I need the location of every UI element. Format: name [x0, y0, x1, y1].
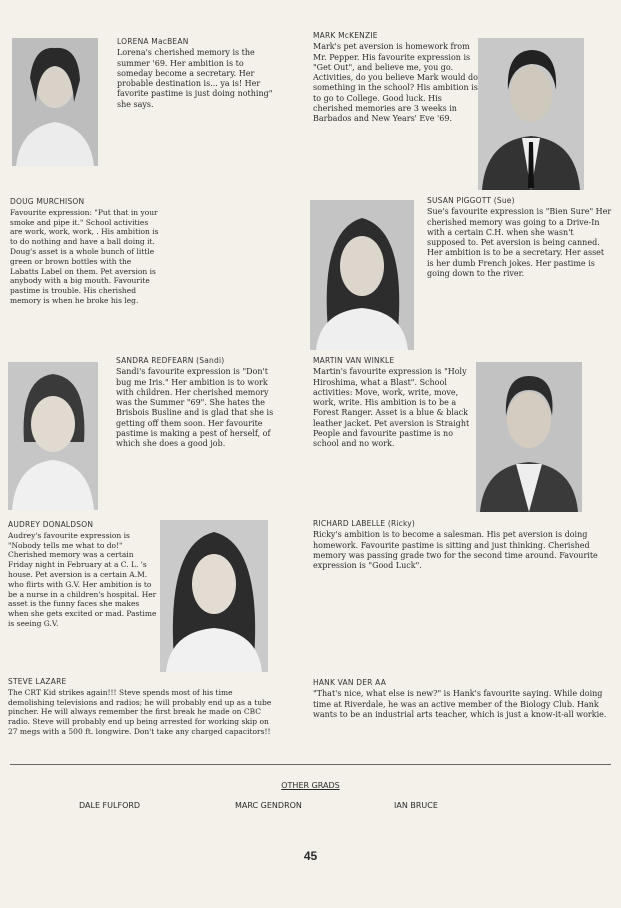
other-grad-name: MARC GENDRON: [235, 801, 302, 810]
student-bio: Favourite expression: "Put that in your smoke and pipe it." School activities are work, work, work, . His ambition is to do nothing and have a ball doing it. Doug's asset is a whole bunch of little green or brown bottles with the Labatts Label on them. Pet aversion is anybody with a big mouth. Favourite pastime is trouble. His cherished memory is when he broke his leg.: [10, 207, 159, 305]
student-name: MARK McKENZIE: [313, 31, 378, 40]
bio-susan-piggott: [427, 196, 613, 279]
student-bio: Sue's favourite expression is "Bien Sure" Her cherished memory was going to a Drive-In with a certain C.H. when she wasn't supposed to. Pet aversion is being canned. Her ambition is to be a secretary. Her asset is her dumb French jokes. Her pastime is going down to the river.: [427, 207, 612, 279]
student-name: SANDRA REDFEARN (Sandi): [116, 356, 225, 365]
student-name: SUSAN PIGGOTT (Sue): [427, 196, 515, 205]
photo-sandra-redfearn: [8, 362, 98, 510]
bio-lorena-macbean: [117, 37, 275, 110]
photo-mark-mckenzie: [478, 38, 584, 190]
other-grads-heading: [0, 781, 621, 790]
student-name: STEVE LAZARE: [8, 677, 67, 686]
student-bio: The CRT Kid strikes again!!! Steve spends most of his time demolishing televisions and radios; he will probably end up as a tube pincher. He will always remember the first break he made on CBC radio. Steve will probably end up being arrested for working skip on 27 megs with a 500 ft. longwire. Don't take any charged capacitors!!: [8, 687, 272, 736]
student-name: LORENA MacBEAN: [117, 37, 189, 46]
page-number: 45: [303, 849, 318, 863]
bio-mark-mckenzie: [313, 31, 483, 125]
bio-sandra-redfearn: [116, 356, 274, 450]
student-bio: Ricky's ambition is to become a salesman. His pet aversion is doing homework. Favourite pastime is sitting and just thinking. Cherished memory was passing grade two for the second time around. Favourite expression is "Good Luck".: [313, 530, 598, 571]
student-bio: Martin's favourite expression is "Holy Hiroshima, what a Blast". School activities: Move, work, write, move, work, write. His ambition is to be a Forest Ranger. Asset is a blue & black leather jacket. Pet aversion is Straight People and favourite pastime is no school and no work.: [313, 367, 470, 449]
bio-martin-van-winkle: [313, 356, 475, 450]
student-name: DOUG MURCHISON: [10, 197, 85, 206]
other-grads-title: OTHER GRADS: [281, 781, 340, 790]
student-bio: Mark's pet aversion is homework from Mr. Pepper. His favourite expression is "Get Out", and believe me, you go. Activities, do you believe Mark would do something in the school? His ambition is to go to College. Good luck. His cherished memories are 3 weeks in Barbados and New Years' Eve '69.: [313, 42, 478, 124]
bio-doug-murchison: [10, 197, 162, 306]
divider-line: [10, 764, 611, 765]
photo-martin-van-winkle: [476, 362, 582, 512]
student-bio: Audrey's favourite expression is "Nobody tells me what to do!" Cherished memory was a certain Friday night in February at a C. L. 's house. Pet aversion is a certain A.M. who flirts with G.V. Her ambition is to be a nurse in a children's hospital. Her asset is the funny faces she makes when she gets excited or mad. Pastime is seeing G.V.: [8, 530, 157, 628]
student-name: HANK VAN DER AA: [313, 678, 387, 687]
bio-audrey-donaldson: [8, 520, 158, 629]
student-bio: Lorena's cherished memory is the summer '69. Her ambition is to someday become a secretary. Her probable destination is... ya is! Her favorite pastime is just doing nothing" she says.: [117, 48, 273, 109]
other-grad-name: DALE FULFORD: [79, 801, 141, 810]
student-bio: "That's nice, what else is new?" is Hank's favourite saying. While doing time at Riverdale, he was an active member of the Biology Club. Hank wants to be an industrial arts teacher, which is just a know-it-all workie.: [313, 689, 607, 719]
other-grad-name: IAN BRUCE: [394, 801, 438, 810]
photo-audrey-donaldson: [160, 520, 268, 672]
student-name: MARTIN VAN WINKLE: [313, 356, 395, 365]
photo-susan-piggott: [310, 200, 414, 350]
student-name: RICHARD LABELLE (Ricky): [313, 519, 416, 528]
student-bio: Sandi's favourite expression is "Don't bug me Iris." Her ambition is to work with children. Her cherished memory was the Summer "69". She hates the Brisbois Busline and is glad that she is getting off them soon. Her favourite pastime is making a pest of herself, of which she does a good job.: [116, 367, 274, 449]
bio-steve-lazare: [8, 677, 280, 737]
photo-lorena-macbean: [12, 38, 98, 166]
bio-richard-labelle: [313, 519, 609, 571]
bio-hank-van-der-aa: [313, 678, 609, 720]
student-name: AUDREY DONALDSON: [8, 520, 94, 529]
